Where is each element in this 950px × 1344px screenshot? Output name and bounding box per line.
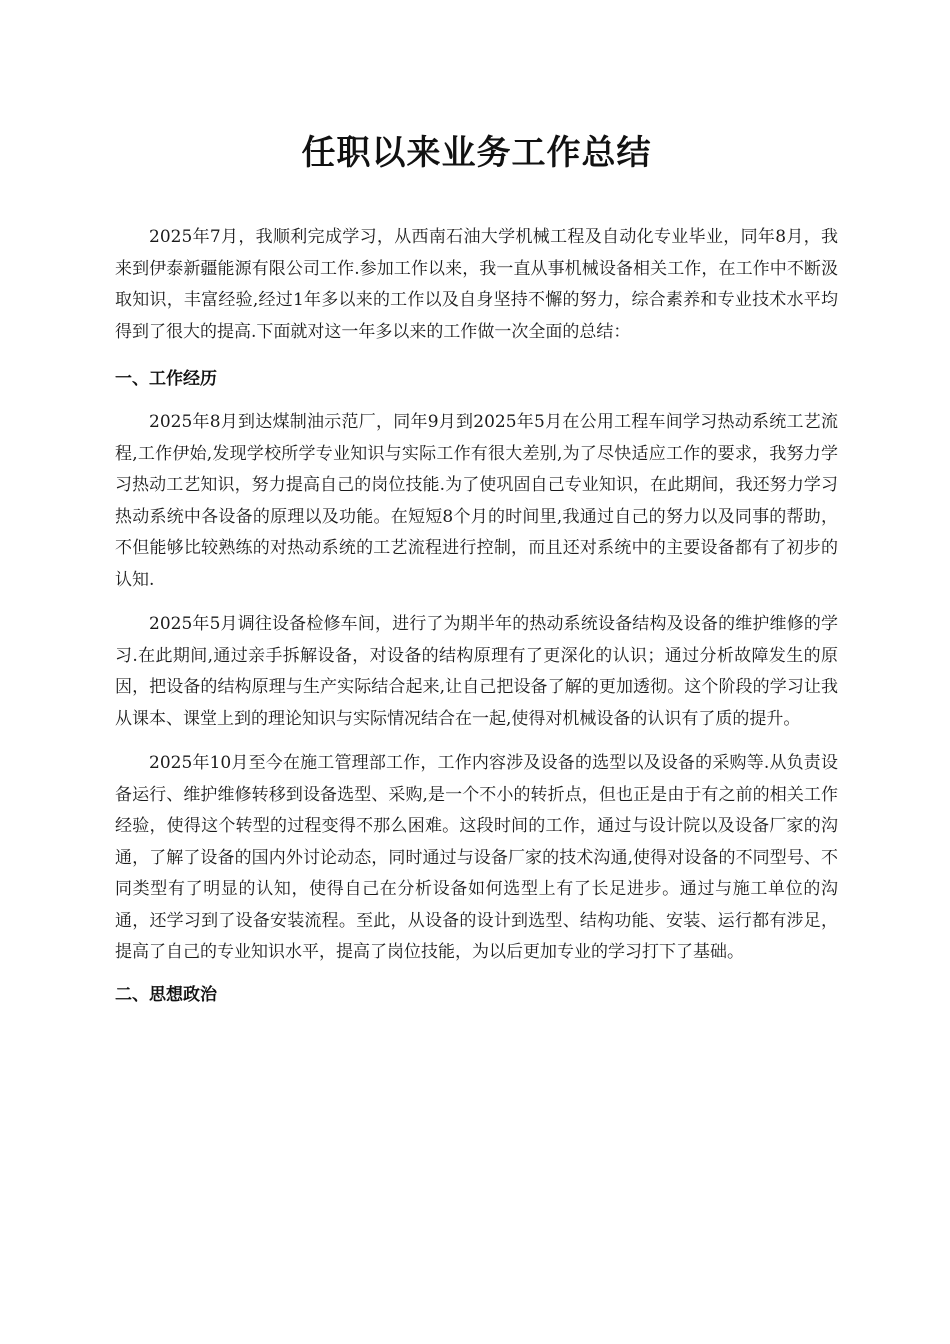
section-heading-work-experience: 一、工作经历 [115, 369, 217, 389]
intro-paragraph: 2025年7月，我顺利完成学习，从西南石油大学机械工程及自动化专业毕业，同年8月，我来到伊泰新疆能源有限公司工作.参加工作以来，我一直从事机械设备相关工作，在工作中不断汲取知识，丰富经验,经过1年多以来的工作以及自身坚持不懈的努力，综合素养和专业技术水平均得到了很大的提高.下面就对这一年多以来的工作做一次全面的总结： [115, 227, 838, 342]
section-heading-ideology-politics: 二、思想政治 [115, 984, 217, 1005]
work-experience-paragraph-1: 2025年8月到达煤制油示范厂，同年9月到2025年5月在公用工程车间学习热动系统工艺流程,工作伊始,发现学校所学专业知识与实际工作有很大差别,为了尽快适应工作的要求，我努力学习热动工艺知识，努力提高自己的岗位技能.为了使巩固自己专业知识，在此期间，我还努力学习热动系统中各设备的原理以及功能。在短短8个月的时间里,我通过自己的努力以及同事的帮助，不但能够比较熟练的对热动系统的工艺流程进行控制，而且还对系统中的主要设备都有了初步的认知. [115, 412, 838, 590]
document-title: 任职以来业务工作总结 [301, 133, 652, 173]
work-experience-paragraph-2: 2025年5月调往设备检修车间，进行了为期半年的热动系统设备结构及设备的维护维修的学习.在此期间,通过亲手拆解设备，对设备的结构原理有了更深化的认识；通过分析故障发生的原因，把设备的结构原理与生产实际结合起来,让自己把设备了解的更加透彻。这个阶段的学习让我从课本、课堂上到的理论知识与实际情况结合在一起,使得对机械设备的认识有了质的提升。 [115, 614, 838, 729]
work-experience-paragraph-3: 2025年10月至今在施工管理部工作，工作内容涉及设备的选型以及设备的采购等.从负责设备运行、维护维修转移到设备选型、采购,是一个不小的转折点，但也正是由于有之前的相关工作经验，使得这个转型的过程变得不那么困难。这段时间的工作，通过与设计院以及设备厂家的沟通，了解了设备的国内外讨论动态，同时通过与设备厂家的技术沟通,使得对设备的不同型号、不同类型有了明显的认知，使得自己在分析设备如何选型上有了长足进步。通过与施工单位的沟通，还学习到了设备安装流程。至此，从设备的设计到选型、结构功能、安装、运行都有涉足，提高了自己的专业知识水平，提高了岗位技能，为以后更加专业的学习打下了基础。 [115, 753, 838, 962]
document-body [115, 128, 838, 1008]
